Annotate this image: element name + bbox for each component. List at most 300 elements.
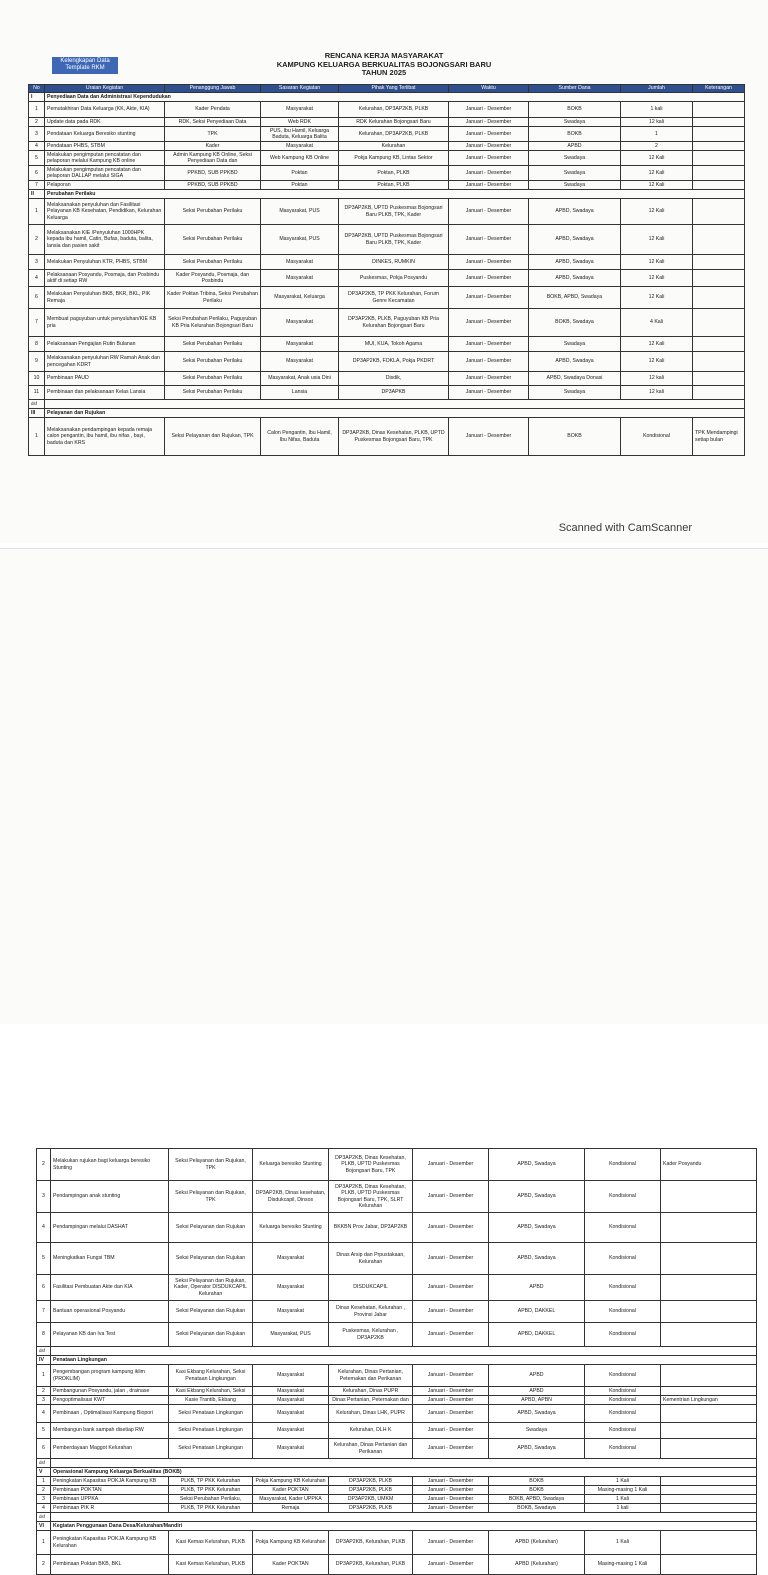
cell-waktu: Januari - Desember xyxy=(413,1423,489,1439)
cell-sumber-dana: APBD, Swadaya xyxy=(529,270,621,287)
cell-pihak: DP3AP2KB, UMKM xyxy=(329,1495,413,1504)
cell-penanggung-jawab: Seksi Penataan Lingkungan xyxy=(169,1439,253,1459)
cell-uraian: Pembinaan Poktan BKB, BKL xyxy=(51,1555,169,1575)
section-row xyxy=(29,190,745,199)
cell-penanggung-jawab: Seksi Pelayanan dan Rujukan, TPK xyxy=(169,1149,253,1181)
cell-penanggung-jawab: Seksi Perubahan Perilaku xyxy=(165,337,261,352)
cell-waktu: Januari - Desember xyxy=(413,1323,489,1347)
cell-no: 3 xyxy=(37,1495,51,1504)
cell-penanggung-jawab: Seksi Perubahan Perilaku xyxy=(165,372,261,386)
cell-keterangan xyxy=(661,1477,757,1486)
spacer-cell xyxy=(51,1513,757,1522)
section-title: Perubahan Perilaku xyxy=(45,190,745,199)
cell-sasaran: Masyarakat xyxy=(253,1439,329,1459)
cell-sumber-dana: BOKB xyxy=(529,127,621,142)
cell-sumber-dana: APBD, Swadaya xyxy=(489,1213,585,1243)
header-jumlah: Jumlah xyxy=(621,85,693,93)
cell-penanggung-jawab: Kasi Kemas Kelurahan, PLKB xyxy=(169,1555,253,1575)
cell-waktu: Januari - Desember xyxy=(413,1486,489,1495)
section-title: Pelayanan dan Rujukan xyxy=(45,409,745,418)
cell-waktu: Januari - Desember xyxy=(413,1181,489,1213)
cell-penanggung-jawab: Seksi Pelayanan dan Rujukan, TPK xyxy=(165,418,261,456)
cell-penanggung-jawab: Kader xyxy=(165,142,261,151)
cell-pihak: DINKES, RUMKIN xyxy=(339,255,449,270)
cell-keterangan xyxy=(661,1301,757,1323)
table-row xyxy=(37,1149,757,1181)
cell-uraian: Melaksanakan penyuluhan RW Ramah Anak dan pencegahan KDRT xyxy=(45,352,165,372)
table-row xyxy=(29,102,745,118)
cell-keterangan xyxy=(661,1275,757,1301)
cell-sasaran: Masyarakat xyxy=(253,1365,329,1387)
cell-no: 7 xyxy=(29,181,45,190)
cell-waktu: Januari - Desember xyxy=(413,1405,489,1423)
cell-sasaran: Web RDK xyxy=(261,118,339,127)
cell-sasaran: Calon Pengantin, Ibu Hamil, Ibu Nifas, Baduta xyxy=(261,418,339,456)
spacer-row xyxy=(37,1459,757,1468)
table-row xyxy=(29,142,745,151)
table-row xyxy=(37,1531,757,1555)
cell-waktu: Januari - Desember xyxy=(413,1477,489,1486)
cell-jumlah: Kondisional xyxy=(585,1396,661,1405)
cell-jumlah: Kondisional xyxy=(585,1275,661,1301)
spacer-cell xyxy=(51,1459,757,1468)
table-row xyxy=(29,352,745,372)
cell-penanggung-jawab: Seksi Pelayanan dan Rujukan, Kader, Operator DISDUKCAPIL Kelurahan xyxy=(169,1275,253,1301)
table-row xyxy=(29,287,745,309)
cell-no: 3 xyxy=(29,127,45,142)
cell-penanggung-jawab: Seksi Penataan Lingkungan xyxy=(169,1405,253,1423)
section-row xyxy=(37,1522,757,1531)
cell-sasaran: Poktan xyxy=(261,166,339,181)
cell-sasaran: Masyarakat xyxy=(253,1423,329,1439)
cell-uraian: Pemutakhiran Data Keluarga (KK, Akte, KIA) xyxy=(45,102,165,118)
title-line-2: KAMPUNG KELUARGA BERKUALITAS BOJONGSARI BARU xyxy=(276,59,492,69)
cell-penanggung-jawab: PLKB, TP PKK Kelurahan xyxy=(169,1504,253,1513)
section-title: Penataan Lingkungan xyxy=(51,1356,757,1365)
cell-waktu: Januari - Desember xyxy=(413,1387,489,1396)
cell-sasaran: Masyarakat, Anak usia Dini xyxy=(261,372,339,386)
cell-sumber-dana: APBD, DAKKEL xyxy=(489,1323,585,1347)
cell-waktu: Januari - Desember xyxy=(413,1365,489,1387)
cell-keterangan xyxy=(661,1387,757,1396)
cell-pihak: DP3AP2KB, TP PKK Kelurahan, Forum Genre Kecamatan xyxy=(339,287,449,309)
cell-jumlah: Kondisional xyxy=(585,1405,661,1423)
cell-sumber-dana: APBD, APBN xyxy=(489,1396,585,1405)
cell-no: 2 xyxy=(37,1486,51,1495)
cell-jumlah: 12 Kali xyxy=(621,270,693,287)
cell-keterangan xyxy=(661,1504,757,1513)
cell-uraian: Fasilitasi Pembuatan Akte dan KIA xyxy=(51,1275,169,1301)
cell-no: 5 xyxy=(29,151,45,166)
cell-penanggung-jawab: Seksi Perubahan Perilaku xyxy=(165,352,261,372)
cell-pihak: Kelurahan, DP3AP2KB, PLKB xyxy=(339,127,449,142)
cell-pihak: Kelurahan, Dinas PUPR xyxy=(329,1387,413,1396)
section-number: II xyxy=(29,190,45,199)
cell-sasaran: Masyarakat xyxy=(253,1301,329,1323)
table-row xyxy=(29,337,745,352)
cell-waktu: Januari - Desember xyxy=(413,1243,489,1275)
cell-no: 10 xyxy=(29,372,45,386)
cell-uraian: Melaksanakan pendampingan kepada remaja calon pengantin, ibu hamil, ibu nifas , bayi, baduta dan KRS xyxy=(45,418,165,456)
table-row xyxy=(29,118,745,127)
cell-jumlah: Masing-masing 1 Kali xyxy=(585,1486,661,1495)
cell-sasaran: Masyarakat, Kader UPPKA xyxy=(253,1495,329,1504)
cell-no: 6 xyxy=(29,287,45,309)
cell-sumber-dana: APBD, Swadaya xyxy=(529,225,621,255)
cell-sasaran: Remaja xyxy=(253,1504,329,1513)
cell-jumlah: 12 Kali xyxy=(621,352,693,372)
cell-pihak: Kelurahan, Dinas Pertanian, Peternakan dan Perikanan xyxy=(329,1365,413,1387)
cell-no: 2 xyxy=(37,1149,51,1181)
cell-keterangan xyxy=(661,1495,757,1504)
cell-keterangan xyxy=(693,372,745,386)
cell-jumlah: Kondisional xyxy=(585,1301,661,1323)
rkm-table-page-1 xyxy=(28,84,745,456)
cell-pihak: Kelurahan, DLH K xyxy=(329,1423,413,1439)
cell-jumlah: 12 kali xyxy=(621,118,693,127)
cell-pihak: BKKBN Prov Jabar, DP3AP2KB xyxy=(329,1213,413,1243)
cell-pihak: MUI, KUA, Tokoh Agama xyxy=(339,337,449,352)
cell-penanggung-jawab: PLKB, TP PKK Kelurahan xyxy=(169,1477,253,1486)
cell-jumlah: 12 Kali xyxy=(621,287,693,309)
cell-sasaran: Masyarakat, Keluarga xyxy=(261,287,339,309)
table-row xyxy=(29,151,745,166)
cell-waktu: Januari - Desember xyxy=(449,151,529,166)
cell-sasaran: Masyarakat xyxy=(253,1405,329,1423)
cell-waktu: Januari - Desember xyxy=(449,199,529,225)
cell-jumlah: Kondisional xyxy=(585,1423,661,1439)
cell-no: 9 xyxy=(29,352,45,372)
cell-keterangan xyxy=(661,1181,757,1213)
section-number: V xyxy=(37,1468,51,1477)
cell-penanggung-jawab: Kasi Ekbang Kelurahan, Seksi Penataan Lingkungan xyxy=(169,1365,253,1387)
cell-uraian: Peningkatan Kapasitas POKJA Kampung KB xyxy=(51,1477,169,1486)
header-uraian: Uraian Kegiatan xyxy=(45,85,165,93)
cell-jumlah: 12 Kali xyxy=(621,255,693,270)
cell-jumlah: Kondisional xyxy=(585,1439,661,1459)
table-row xyxy=(29,181,745,190)
cell-keterangan xyxy=(661,1486,757,1495)
section-number: III xyxy=(29,409,45,418)
cell-uraian: Bantuan operasional Posyandu xyxy=(51,1301,169,1323)
table-row xyxy=(37,1275,757,1301)
cell-penanggung-jawab: Seksi Penataan Lingkungan xyxy=(169,1423,253,1439)
cell-sumber-dana: BOKB, APBD, Swadaya xyxy=(489,1495,585,1504)
cell-waktu: Januari - Desember xyxy=(449,142,529,151)
cell-penanggung-jawab: PPKBD, SUB PPKBD xyxy=(165,181,261,190)
table-row xyxy=(37,1439,757,1459)
cell-pihak: Kelurahan xyxy=(339,142,449,151)
cell-no: 2 xyxy=(37,1387,51,1396)
cell-jumlah: Kondisional xyxy=(585,1181,661,1213)
cell-pihak: DP3APKB xyxy=(339,386,449,400)
cell-waktu: Januari - Desember xyxy=(449,102,529,118)
cell-pihak: DP3AP2KB, Dinas Kesehatan, PLKB, UPTD Puskesmas Bojongsari Baru, TPK xyxy=(339,418,449,456)
cell-pihak: Puskesmas, Pokja Posyandu xyxy=(339,270,449,287)
cell-jumlah: 12 Kali xyxy=(621,225,693,255)
cell-no: 4 xyxy=(37,1213,51,1243)
section-row xyxy=(37,1356,757,1365)
cell-jumlah: 4 Kali xyxy=(621,309,693,337)
cell-uraian: Pembinaan dan pelaksanaan Kelas Lansia xyxy=(45,386,165,400)
header-penanggung-jawab: Penanggung Jawab xyxy=(165,85,261,93)
table-row xyxy=(37,1555,757,1575)
cell-no: 2 xyxy=(37,1555,51,1575)
cell-keterangan xyxy=(693,102,745,118)
cell-keterangan xyxy=(693,352,745,372)
cell-no: 6 xyxy=(29,166,45,181)
cell-sasaran: Masyarakat xyxy=(261,352,339,372)
cell-uraian: Pelayanan KB dan Iva Test xyxy=(51,1323,169,1347)
cell-sumber-dana: BOKB xyxy=(489,1477,585,1486)
table-row xyxy=(29,127,745,142)
cell-uraian: Melakukan pengimputan pencatatan dan pelaporan DALLAP melalui SIGA xyxy=(45,166,165,181)
cell-jumlah: 12 Kali xyxy=(621,337,693,352)
cell-uraian: Membuat paguyuban untuk penyuluhan/KIE KB pria xyxy=(45,309,165,337)
cell-penanggung-jawab: Seksi Perubahan Perilaku xyxy=(165,386,261,400)
cell-no: 11 xyxy=(29,386,45,400)
cell-pihak: DP3AP2KB, PLKB xyxy=(329,1486,413,1495)
cell-uraian: Pelaksanaan Posyandu, Posmaja, dan Posbindu aktif di setiap RW xyxy=(45,270,165,287)
cell-jumlah: Kondisional xyxy=(585,1213,661,1243)
cell-penanggung-jawab: Kasi Ekbang Kelurahan, Seksi xyxy=(169,1387,253,1396)
cell-sumber-dana: Swadaya xyxy=(529,181,621,190)
header-waktu: Waktu xyxy=(449,85,529,93)
cell-sasaran: Masyarakat, PUS xyxy=(261,225,339,255)
cell-waktu: Januari - Desember xyxy=(449,255,529,270)
table-row xyxy=(29,372,745,386)
cell-jumlah: 12 kali xyxy=(621,372,693,386)
cell-sumber-dana: APBD, Swadaya Donasi xyxy=(529,372,621,386)
table-row xyxy=(29,309,745,337)
cell-keterangan xyxy=(693,118,745,127)
cell-waktu: Januari - Desember xyxy=(449,372,529,386)
cell-keterangan xyxy=(661,1531,757,1555)
cell-uraian: Melakukan pengimputan pencatatan dan pelaporan melalui Kampung KB online xyxy=(45,151,165,166)
cell-sumber-dana: BOKB, Swadaya xyxy=(529,309,621,337)
cell-pihak: DP3AP2KB, PLKB, Paguyuban KB Pria Kelurahan Bojongsari Baru xyxy=(339,309,449,337)
cell-no: 1 xyxy=(37,1477,51,1486)
cell-sasaran: Poktan xyxy=(261,181,339,190)
cell-pihak: DP3AP2KB, UPTD Puskesmas Bojongsari Baru PLKB, TPK, Kader xyxy=(339,199,449,225)
section-title: Penyediaan Data dan Administrasi Kependudukan xyxy=(45,93,745,102)
cell-keterangan xyxy=(661,1439,757,1459)
cell-pihak: DP3AP2KB, PLKB xyxy=(329,1477,413,1486)
cell-keterangan xyxy=(661,1323,757,1347)
cell-no: 5 xyxy=(37,1423,51,1439)
cell-sasaran: Masyarakat xyxy=(261,142,339,151)
cell-sasaran: Masyarakat xyxy=(261,309,339,337)
cell-no: 5 xyxy=(37,1243,51,1275)
cell-uraian: Melakukan rujukan bagi keluarga beresiko Stunting xyxy=(51,1149,169,1181)
cell-penanggung-jawab: Kasie Trantib, Ekbang xyxy=(169,1396,253,1405)
table-row xyxy=(29,418,745,456)
cell-waktu: Januari - Desember xyxy=(449,309,529,337)
cell-sumber-dana: APBD, Swadaya xyxy=(489,1149,585,1181)
cell-uraian: Pemberdayaan Maggot Kelurahan xyxy=(51,1439,169,1459)
cell-jumlah: 1 Kali xyxy=(585,1531,661,1555)
cell-sasaran: Masyarakat, PUS xyxy=(253,1323,329,1347)
table-row xyxy=(37,1486,757,1495)
title-line-1: RENCANA KERJA MASYARAKAT xyxy=(324,51,444,60)
table-row xyxy=(37,1405,757,1423)
cell-pihak: Kelurahan, Dinas Pertanian dan Perikanan xyxy=(329,1439,413,1459)
cell-penanggung-jawab: Seksi Perubahan Perilaku xyxy=(165,225,261,255)
cell-sasaran: Keluarga beresiko Stunting xyxy=(253,1213,329,1243)
cell-uraian: Pendataan Keluarga Beresiko stunting xyxy=(45,127,165,142)
cell-no: 8 xyxy=(37,1323,51,1347)
cell-waktu: Januari - Desember xyxy=(413,1504,489,1513)
cell-waktu: Januari - Desember xyxy=(449,386,529,400)
header-sasaran: Sasaran Kegiatan xyxy=(261,85,339,93)
cell-jumlah: 1 xyxy=(621,127,693,142)
cell-pihak: DISDUKCAPIL xyxy=(329,1275,413,1301)
cell-sumber-dana: BOKB, Swadaya xyxy=(489,1504,585,1513)
cell-sasaran: Lansia xyxy=(261,386,339,400)
table-row xyxy=(37,1365,757,1387)
cell-penanggung-jawab: Kader Pendata xyxy=(165,102,261,118)
cell-uraian: Pendampingan melalui DASHAT xyxy=(51,1213,169,1243)
cell-sasaran: Masyarakat, PUS xyxy=(261,199,339,225)
cell-sumber-dana: APBD xyxy=(489,1275,585,1301)
cell-sasaran: Keluarga beresiko Stunting xyxy=(253,1149,329,1181)
cell-uraian: Meningkatkan Fungsi TBM xyxy=(51,1243,169,1275)
cell-pihak: DP3AP2KB, Kelurahan, PLKB xyxy=(329,1531,413,1555)
cell-sasaran: Masyarakat xyxy=(253,1396,329,1405)
cell-keterangan: TPK Mendampingi setiap bulan xyxy=(693,418,745,456)
cell-sumber-dana: APBD, Swadaya xyxy=(489,1405,585,1423)
cell-pihak: Pokja Kampung KB, Lintas Sektor xyxy=(339,151,449,166)
cell-pihak: Disdik, xyxy=(339,372,449,386)
cell-jumlah: Kondisional xyxy=(621,418,693,456)
cell-pihak: Dinas Kesehatan, Kelurahan , Provinsi Jabar xyxy=(329,1301,413,1323)
section-number: I xyxy=(29,93,45,102)
cell-uraian: Pembangunan Posyandu, jalan , drainase xyxy=(51,1387,169,1396)
cell-sumber-dana: APBD, DAKKEL xyxy=(489,1301,585,1323)
cell-penanggung-jawab: Admin Kampung KB Online, Seksi Penyediaan Data dan xyxy=(165,151,261,166)
cell-keterangan xyxy=(661,1365,757,1387)
cell-no: 4 xyxy=(29,270,45,287)
cell-uraian: Pengoptimalisasi KWT xyxy=(51,1396,169,1405)
cell-no: 8 xyxy=(29,337,45,352)
cell-no: 4 xyxy=(37,1504,51,1513)
cell-sumber-dana: APBD, Swadaya xyxy=(529,255,621,270)
cell-jumlah: Kondisional xyxy=(585,1243,661,1275)
cell-pihak: DP3AP2KB, FOKLA, Pokja PKDRT xyxy=(339,352,449,372)
cell-uraian: Pembinaan , Optimalisasi Kampung Biopori xyxy=(51,1405,169,1423)
cell-no: 6 xyxy=(37,1439,51,1459)
cell-keterangan xyxy=(693,225,745,255)
template-badge: Kelengkapan Data Template RKM xyxy=(52,57,118,74)
header-keterangan: Keterangan xyxy=(693,85,745,93)
spacer-row xyxy=(37,1513,757,1522)
cell-pihak: DP3AP2KB, Dinas Kesehatan, PLKB, UPTD Puskesmas Bojongsari Baru, TPK, SLRT Kelurahan xyxy=(329,1181,413,1213)
cell-keterangan xyxy=(661,1213,757,1243)
cell-no: 3 xyxy=(37,1181,51,1213)
cell-sumber-dana: APBD, Swadaya xyxy=(529,199,621,225)
cell-keterangan xyxy=(693,142,745,151)
scanned-page-2 xyxy=(0,548,768,1568)
cell-sumber-dana: APBD (Kelurahan) xyxy=(489,1531,585,1555)
cell-sumber-dana: Swadaya xyxy=(529,151,621,166)
cell-waktu: Januari - Desember xyxy=(449,118,529,127)
cell-waktu: Januari - Desember xyxy=(449,181,529,190)
cell-waktu: Januari - Desember xyxy=(413,1555,489,1575)
cell-jumlah: 2 xyxy=(621,142,693,151)
cell-penanggung-jawab: Seksi Pelayanan dan Rujukan, TPK xyxy=(169,1181,253,1213)
camscanner-watermark: Scanned with CamScanner xyxy=(558,522,692,534)
table-row xyxy=(37,1323,757,1347)
document-title xyxy=(0,52,768,78)
cell-penanggung-jawab: Seksi Perubahan Perilaku, Paguyuban KB Pria Kelurahan Bojongsari Baru xyxy=(165,309,261,337)
cell-waktu: Januari - Desember xyxy=(449,287,529,309)
table-row xyxy=(29,166,745,181)
section-row xyxy=(37,1468,757,1477)
cell-sasaran: Masyarakat xyxy=(261,255,339,270)
cell-uraian: Pendampingan anak stunting xyxy=(51,1181,169,1213)
cell-sasaran: Masyarakat xyxy=(261,337,339,352)
cell-waktu: Januari - Desember xyxy=(413,1301,489,1323)
cell-waktu: Januari - Desember xyxy=(449,225,529,255)
cell-sumber-dana: APBD xyxy=(489,1365,585,1387)
cell-penanggung-jawab: Seksi Perubahan Perilaku xyxy=(165,255,261,270)
table-row xyxy=(37,1423,757,1439)
cell-penanggung-jawab: TPK xyxy=(165,127,261,142)
cell-sasaran: Masyarakat xyxy=(261,102,339,118)
cell-penanggung-jawab: RDK, Seksi Penyediaan Data xyxy=(165,118,261,127)
cell-waktu: Januari - Desember xyxy=(413,1396,489,1405)
cell-jumlah: 1 Kali xyxy=(585,1495,661,1504)
cell-pihak: DP3AP2KB, UPTD Puskesmas Bojongsari Baru PLKB, TPK, Kader xyxy=(339,225,449,255)
cell-no: 3 xyxy=(29,255,45,270)
cell-uraian: Pembinaan PAUD xyxy=(45,372,165,386)
cell-jumlah: 1 kali xyxy=(585,1504,661,1513)
section-row xyxy=(29,409,745,418)
cell-no: 1 xyxy=(37,1365,51,1387)
cell-uraian: Peningkatan Kapasitas POKJA Kampung KB Kelurahan xyxy=(51,1531,169,1555)
cell-pihak: DP3AP2KB, PLKB xyxy=(329,1504,413,1513)
cell-sasaran: Kader POKTAN xyxy=(253,1555,329,1575)
spacer-row xyxy=(29,400,745,409)
cell-keterangan xyxy=(693,287,745,309)
cell-waktu: Januari - Desember xyxy=(413,1213,489,1243)
cell-no: 3 xyxy=(37,1396,51,1405)
cell-jumlah: Kondisional xyxy=(585,1387,661,1396)
table-row xyxy=(29,270,745,287)
table-header-row xyxy=(29,85,745,93)
cell-keterangan xyxy=(693,270,745,287)
cell-waktu: Januari - Desember xyxy=(449,337,529,352)
cell-penanggung-jawab: PPKBD, SUB PPKBD xyxy=(165,166,261,181)
cell-waktu: Januari - Desember xyxy=(413,1275,489,1301)
cell-waktu: Januari - Desember xyxy=(413,1439,489,1459)
cell-no: 2 xyxy=(29,225,45,255)
cell-uraian: Melaksanakan penyuluhan dan Fasilitasi Pelayanan KB Kesehatan, Pendidikan, Kelurahan Keluarga xyxy=(45,199,165,225)
cell-no: 6 xyxy=(37,1275,51,1301)
cell-sasaran: Web Kampung KB Online xyxy=(261,151,339,166)
cell-sumber-dana: Swadaya xyxy=(529,337,621,352)
cell-no: 4 xyxy=(37,1405,51,1423)
cell-pihak: DP3AP2KB, Dinas Kesehatan, PLKB, UPTD Puskesmas Bojongsari Baru, TPK xyxy=(329,1149,413,1181)
cell-keterangan: Kementrian Lingkungan xyxy=(661,1396,757,1405)
cell-sasaran: DP3AP2KB, Dinas kesehatan, Disdukcapil, Dinsos xyxy=(253,1181,329,1213)
cell-keterangan xyxy=(661,1243,757,1275)
cell-waktu: Januari - Desember xyxy=(413,1149,489,1181)
cell-uraian: Pendataan PHBS, STBM xyxy=(45,142,165,151)
cell-sumber-dana: APBD, Swadaya xyxy=(489,1439,585,1459)
cell-keterangan xyxy=(693,181,745,190)
cell-sumber-dana: APBD xyxy=(489,1387,585,1396)
